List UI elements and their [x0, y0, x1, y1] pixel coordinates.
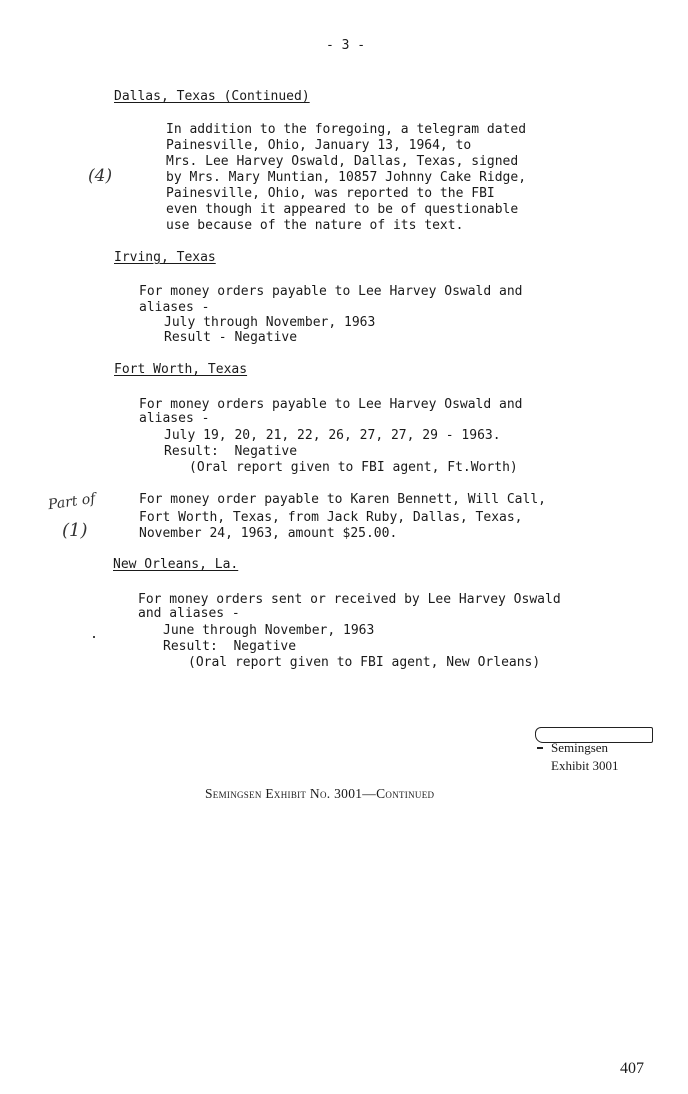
stray-dot: [93, 636, 95, 638]
section-heading-dallas: Dallas, Texas (Continued): [114, 89, 310, 104]
page-number: 407: [620, 1060, 644, 1077]
new-orleans-line: and aliases -: [138, 606, 240, 621]
margin-note-dallas: (4): [88, 166, 113, 186]
fort-worth-line: For money orders payable to Lee Harvey Oswald and: [139, 397, 523, 412]
irving-line: For money orders payable to Lee Harvey Oswald and: [139, 284, 523, 299]
new-orleans-line: Result: Negative: [163, 639, 297, 654]
fort-worth-line: aliases -: [139, 411, 210, 426]
dallas-line: Painesville, Ohio, was reported to the FBI: [166, 186, 495, 201]
dallas-line: In addition to the foregoing, a telegram dated: [166, 122, 527, 137]
stamp-dash: [537, 747, 543, 749]
section-heading-fort-worth: Fort Worth, Texas: [114, 362, 248, 377]
fort-worth-line: (Oral report given to FBI agent, Ft.Worth): [189, 460, 518, 475]
section-heading-irving: Irving, Texas: [114, 250, 216, 265]
new-orleans-line: June through November, 1963: [163, 623, 375, 638]
new-orleans-line: (Oral report given to FBI agent, New Orleans): [188, 655, 541, 670]
irving-line: July through November, 1963: [164, 315, 376, 330]
irving-line: Result - Negative: [164, 330, 298, 345]
new-orleans-line: For money orders sent or received by Lee Harvey Oswald: [138, 592, 561, 607]
fort-worth-line: July 19, 20, 21, 22, 26, 27, 27, 29 - 1963.: [164, 428, 501, 443]
footer-caption: Semingsen Exhibit No. 3001—Continued: [205, 786, 435, 801]
irving-line: aliases -: [139, 300, 210, 315]
fort-worth-line: Result: Negative: [164, 444, 298, 459]
margin-note-part-of: Part of: [47, 490, 97, 514]
margin-note-number: (1): [62, 520, 88, 541]
dallas-line: use because of the nature of its text.: [166, 218, 464, 233]
section-heading-new-orleans: New Orleans, La.: [113, 557, 239, 572]
stamp-exhibit: Exhibit 3001: [551, 758, 619, 773]
ruby-money-order-line: For money order payable to Karen Bennett, Will Call,: [139, 492, 546, 507]
dallas-line: Mrs. Lee Harvey Oswald, Dallas, Texas, signed: [166, 154, 519, 169]
dallas-line: by Mrs. Mary Muntian, 10857 Johnny Cake Ridge,: [166, 170, 527, 185]
dallas-line: even though it appeared to be of questionable: [166, 202, 519, 217]
ruby-money-order-line: Fort Worth, Texas, from Jack Ruby, Dallas, Texas,: [139, 510, 523, 525]
stamp-name: Semingsen: [551, 740, 609, 755]
page-header: - 3 -: [326, 38, 366, 53]
dallas-line: Painesville, Ohio, January 13, 1964, to: [166, 138, 472, 153]
ruby-money-order-line: November 24, 1963, amount $25.00.: [139, 526, 398, 541]
